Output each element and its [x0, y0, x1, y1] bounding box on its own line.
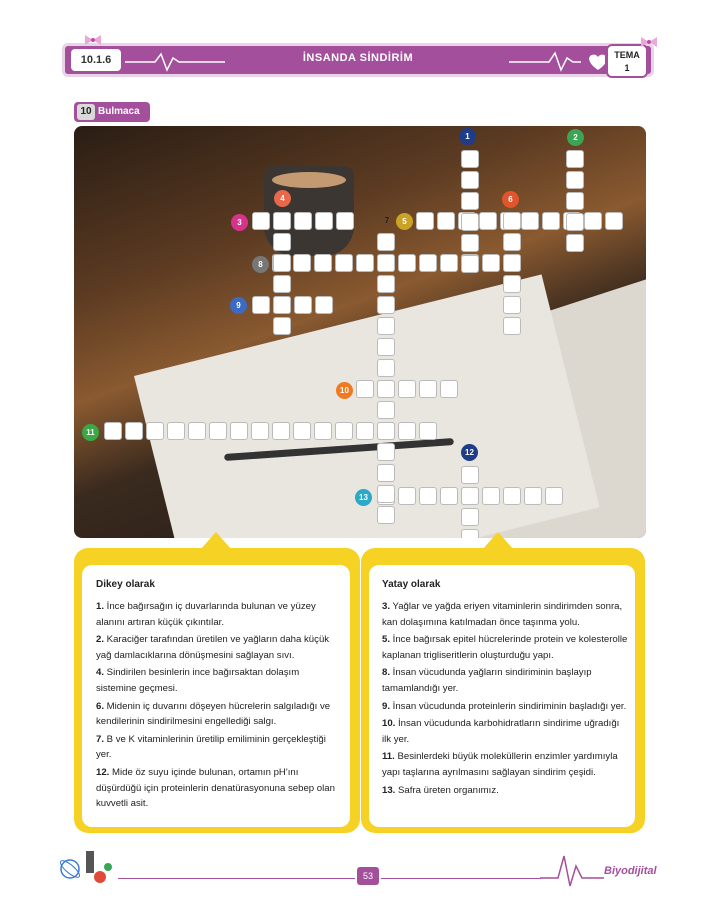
tema-label: TEMA — [614, 50, 640, 60]
crossword-cell[interactable] — [377, 359, 395, 377]
dikey-clue — [96, 765, 340, 812]
crossword-cell[interactable] — [104, 422, 122, 440]
clue-number: 11. — [382, 751, 395, 763]
crossword-cell[interactable] — [419, 254, 437, 272]
crossword-cell[interactable] — [252, 212, 270, 230]
crossword-cell[interactable] — [482, 254, 500, 272]
dikey-title: Dikey olarak — [96, 579, 155, 590]
crossword-cell[interactable] — [377, 401, 395, 419]
crossword-cell[interactable] — [419, 422, 437, 440]
crossword-cell[interactable] — [377, 464, 395, 482]
crossword-cell[interactable] — [461, 150, 479, 168]
clue-number: 13. — [382, 784, 396, 796]
clue-number: 1. — [96, 601, 105, 612]
bow-icon — [640, 36, 658, 48]
crossword-cell[interactable] — [356, 422, 374, 440]
dikey-panel — [74, 548, 360, 833]
crossword-cell[interactable] — [566, 171, 584, 189]
crossword-cell[interactable] — [419, 380, 437, 398]
crossword-cell[interactable] — [461, 192, 479, 210]
clue-marker: 9 — [230, 297, 247, 314]
clue-marker: 12 — [461, 444, 478, 461]
clue-text: İnce bağırsak epitel hücrelerinde protein ve kolesterolle kaplanan trigliseritlerin oluşturduğu yapı. — [382, 634, 628, 661]
crossword-cell[interactable] — [335, 422, 353, 440]
yatay-clue — [382, 665, 629, 696]
crossword-cell[interactable] — [503, 275, 521, 293]
crossword-cell[interactable] — [314, 254, 332, 272]
crossword-cell[interactable] — [584, 212, 602, 230]
clue-text: Sindirilen besinlerin ince bağırsaktan dolaşım sistemine geçmesi. — [96, 667, 300, 694]
crossword-cell[interactable] — [479, 212, 497, 230]
crossword-cell[interactable] — [377, 317, 395, 335]
crossword-cell[interactable] — [437, 212, 455, 230]
crossword-cell[interactable] — [377, 233, 395, 251]
crossword-cell[interactable] — [566, 192, 584, 210]
crossword-cell[interactable] — [461, 213, 479, 231]
crossword-cell[interactable] — [294, 212, 312, 230]
crossword-cell[interactable] — [566, 150, 584, 168]
clue-number: 5. — [382, 634, 391, 646]
crossword-cell[interactable] — [273, 296, 291, 314]
clue-number: 3. — [382, 601, 391, 612]
tema-box — [606, 44, 648, 78]
dikey-clue-list — [96, 599, 340, 812]
crossword-cell[interactable] — [377, 485, 395, 503]
crossword-cell[interactable] — [566, 234, 584, 252]
heartbeat-line-icon — [540, 852, 604, 888]
crossword-cell[interactable] — [503, 212, 521, 230]
crossword-cell[interactable] — [188, 422, 206, 440]
crossword-cell[interactable] — [503, 254, 521, 272]
crossword-cell[interactable] — [125, 422, 143, 440]
brand-logo: Biyodijital — [604, 865, 657, 877]
clue-text: Karaciğer tarafından üretilen ve yağların daha küçük yağ damlacıklarına dönüşmesini sağlayan sıvı. — [96, 634, 330, 661]
crossword-cell[interactable] — [273, 254, 291, 272]
crossword-cell[interactable] — [293, 254, 311, 272]
unit-code: 10.1.6 — [71, 49, 121, 71]
crossword-cell[interactable] — [461, 171, 479, 189]
crossword-cell[interactable] — [503, 296, 521, 314]
science-icons — [56, 845, 118, 887]
clue-number: 4. — [96, 667, 105, 679]
crossword-cell[interactable] — [398, 422, 416, 440]
tema-number: 1 — [624, 63, 630, 73]
crossword-cell[interactable] — [503, 233, 521, 251]
yatay-clue — [382, 699, 629, 715]
crossword-cell[interactable] — [273, 317, 291, 335]
section-number: 10 — [77, 104, 95, 120]
crossword-photo — [74, 126, 646, 538]
clue-marker: 2 — [567, 129, 584, 146]
clue-number: 8. — [382, 667, 391, 679]
crossword-cell[interactable] — [521, 212, 539, 230]
crossword-cell[interactable] — [377, 296, 395, 314]
crossword-cell[interactable] — [377, 275, 395, 293]
yatay-clue — [382, 599, 629, 630]
yatay-clue — [382, 783, 629, 799]
yatay-clue — [382, 632, 629, 663]
crossword-cell[interactable] — [398, 487, 416, 505]
clue-text: Mide öz suyu içinde bulunan, ortamın pH'ını düşürdüğü için proteinlerin denatürasyonuna sebep olan kuvvetli asit. — [96, 766, 335, 810]
clue-text: İnce bağırsağın iç duvarlarında bulunan ve yüzey alanını artıran küçük çıkıntılar. — [96, 601, 316, 628]
bow-icon — [84, 34, 102, 46]
crossword-cell[interactable] — [440, 380, 458, 398]
section-label: Bulmaca — [98, 106, 140, 117]
dikey-clue — [96, 632, 340, 663]
crossword-cell[interactable] — [482, 487, 500, 505]
crossword-cell[interactable] — [398, 380, 416, 398]
yatay-title: Yatay olarak — [382, 579, 441, 590]
crossword-cell[interactable] — [294, 296, 312, 314]
crossword-cell[interactable] — [146, 422, 164, 440]
crossword-cell[interactable] — [461, 234, 479, 252]
crossword-cell[interactable] — [315, 296, 333, 314]
crossword-cell[interactable] — [416, 212, 434, 230]
crossword-cell[interactable] — [503, 487, 521, 505]
clue-marker: 7 — [384, 216, 390, 225]
crossword-cell[interactable] — [230, 422, 248, 440]
crossword-cell[interactable] — [461, 487, 479, 505]
header-bar — [62, 43, 654, 77]
crossword-cell[interactable] — [503, 317, 521, 335]
clue-number: 7. — [96, 733, 105, 745]
section-tag — [74, 102, 150, 122]
clue-marker: 11 — [82, 424, 99, 441]
clue-text: B ve K vitaminlerinin üretilip emiliminin gerçekleştiği yer. — [96, 733, 326, 761]
clue-text: Besinlerdeki büyük moleküllerin enzimler yardımıyla yapı taşlarına ayrılmasını sağlayan sindirim çeşidi. — [382, 751, 618, 778]
crossword-cell[interactable] — [252, 296, 270, 314]
crossword-cell[interactable] — [542, 212, 560, 230]
yatay-clue-list — [382, 599, 629, 798]
crossword-cell[interactable] — [524, 487, 542, 505]
crossword-cell[interactable] — [377, 506, 395, 524]
crossword-cell[interactable] — [209, 422, 227, 440]
crossword-cell[interactable] — [315, 212, 333, 230]
clue-number: 10. — [382, 718, 396, 730]
crossword-cell[interactable] — [461, 529, 479, 538]
clue-text: Yağlar ve yağda eriyen vitaminlerin sindirimden sonra, kan dolaşımına katılmadan önce taşınma yolu. — [382, 601, 623, 628]
coffee-image — [272, 172, 346, 188]
crossword-cell[interactable] — [293, 422, 311, 440]
crossword-cell[interactable] — [398, 254, 416, 272]
footer-line — [118, 878, 355, 879]
crossword-cell[interactable] — [356, 380, 374, 398]
clue-marker: 1 — [459, 128, 476, 145]
clue-text: İnsan vücudunda karbohidratların sindirime uğradığı ilk yer. — [382, 718, 620, 745]
crossword-cell[interactable] — [273, 275, 291, 293]
crossword-cell[interactable] — [273, 233, 291, 251]
crossword-cell[interactable] — [377, 254, 395, 272]
yatay-panel — [361, 548, 645, 833]
crossword-cell[interactable] — [605, 212, 623, 230]
crossword-cell[interactable] — [461, 255, 479, 273]
dikey-clue — [96, 732, 340, 763]
clue-marker: 5 — [396, 213, 413, 230]
crossword-cell[interactable] — [545, 487, 563, 505]
crossword-cell[interactable] — [377, 338, 395, 356]
clue-marker: 3 — [231, 214, 248, 231]
crossword-cell[interactable] — [440, 254, 458, 272]
clue-number: 9. — [382, 700, 391, 712]
crossword-cell[interactable] — [377, 422, 395, 440]
footer-line — [381, 878, 541, 879]
crossword-cell[interactable] — [440, 487, 458, 505]
crossword-cell[interactable] — [461, 466, 479, 484]
crossword-cell[interactable] — [314, 422, 332, 440]
heartbeat-heart-icon — [509, 50, 605, 72]
clue-text: Midenin iç duvarını döşeyen hücrelerin salgıladığı ve kendilerinin sindirilmesini engellediği salgı. — [96, 700, 331, 728]
clue-text: İnsan vücudunda yağların sindiriminin başlayıp tamamlandığı yer. — [382, 667, 592, 694]
clue-marker: 4 — [274, 190, 291, 207]
clue-text: Safra üreten organımız. — [395, 784, 499, 796]
clue-text: İnsan vücudunda proteinlerin sindiriminin başladığı yer. — [390, 700, 627, 712]
clue-marker: 10 — [336, 382, 353, 399]
yatay-clue — [382, 749, 629, 780]
crossword-cell[interactable] — [419, 487, 437, 505]
crossword-cell[interactable] — [167, 422, 185, 440]
dikey-clue — [96, 665, 340, 696]
crossword-cell[interactable] — [273, 212, 291, 230]
clue-number: 2. — [96, 634, 105, 646]
dikey-clue — [96, 699, 340, 730]
clue-number: 12. — [96, 766, 110, 778]
crossword-cell[interactable] — [356, 254, 374, 272]
crossword-cell[interactable] — [272, 422, 290, 440]
crossword-cell[interactable] — [377, 380, 395, 398]
clue-marker: 13 — [355, 489, 372, 506]
page-title: İNSANDA SİNDİRİM — [302, 52, 414, 64]
clue-marker: 6 — [502, 191, 519, 208]
crossword-cell[interactable] — [336, 212, 354, 230]
clue-marker: 8 — [252, 256, 269, 273]
page-number: 53 — [357, 867, 379, 885]
crossword-cell[interactable] — [377, 443, 395, 461]
yatay-clue — [382, 716, 629, 747]
crossword-cell[interactable] — [461, 508, 479, 526]
crossword-cell[interactable] — [335, 254, 353, 272]
crossword-cell[interactable] — [566, 213, 584, 231]
clue-number: 6. — [96, 700, 105, 712]
crossword-cell[interactable] — [251, 422, 269, 440]
dikey-clue — [96, 599, 340, 630]
